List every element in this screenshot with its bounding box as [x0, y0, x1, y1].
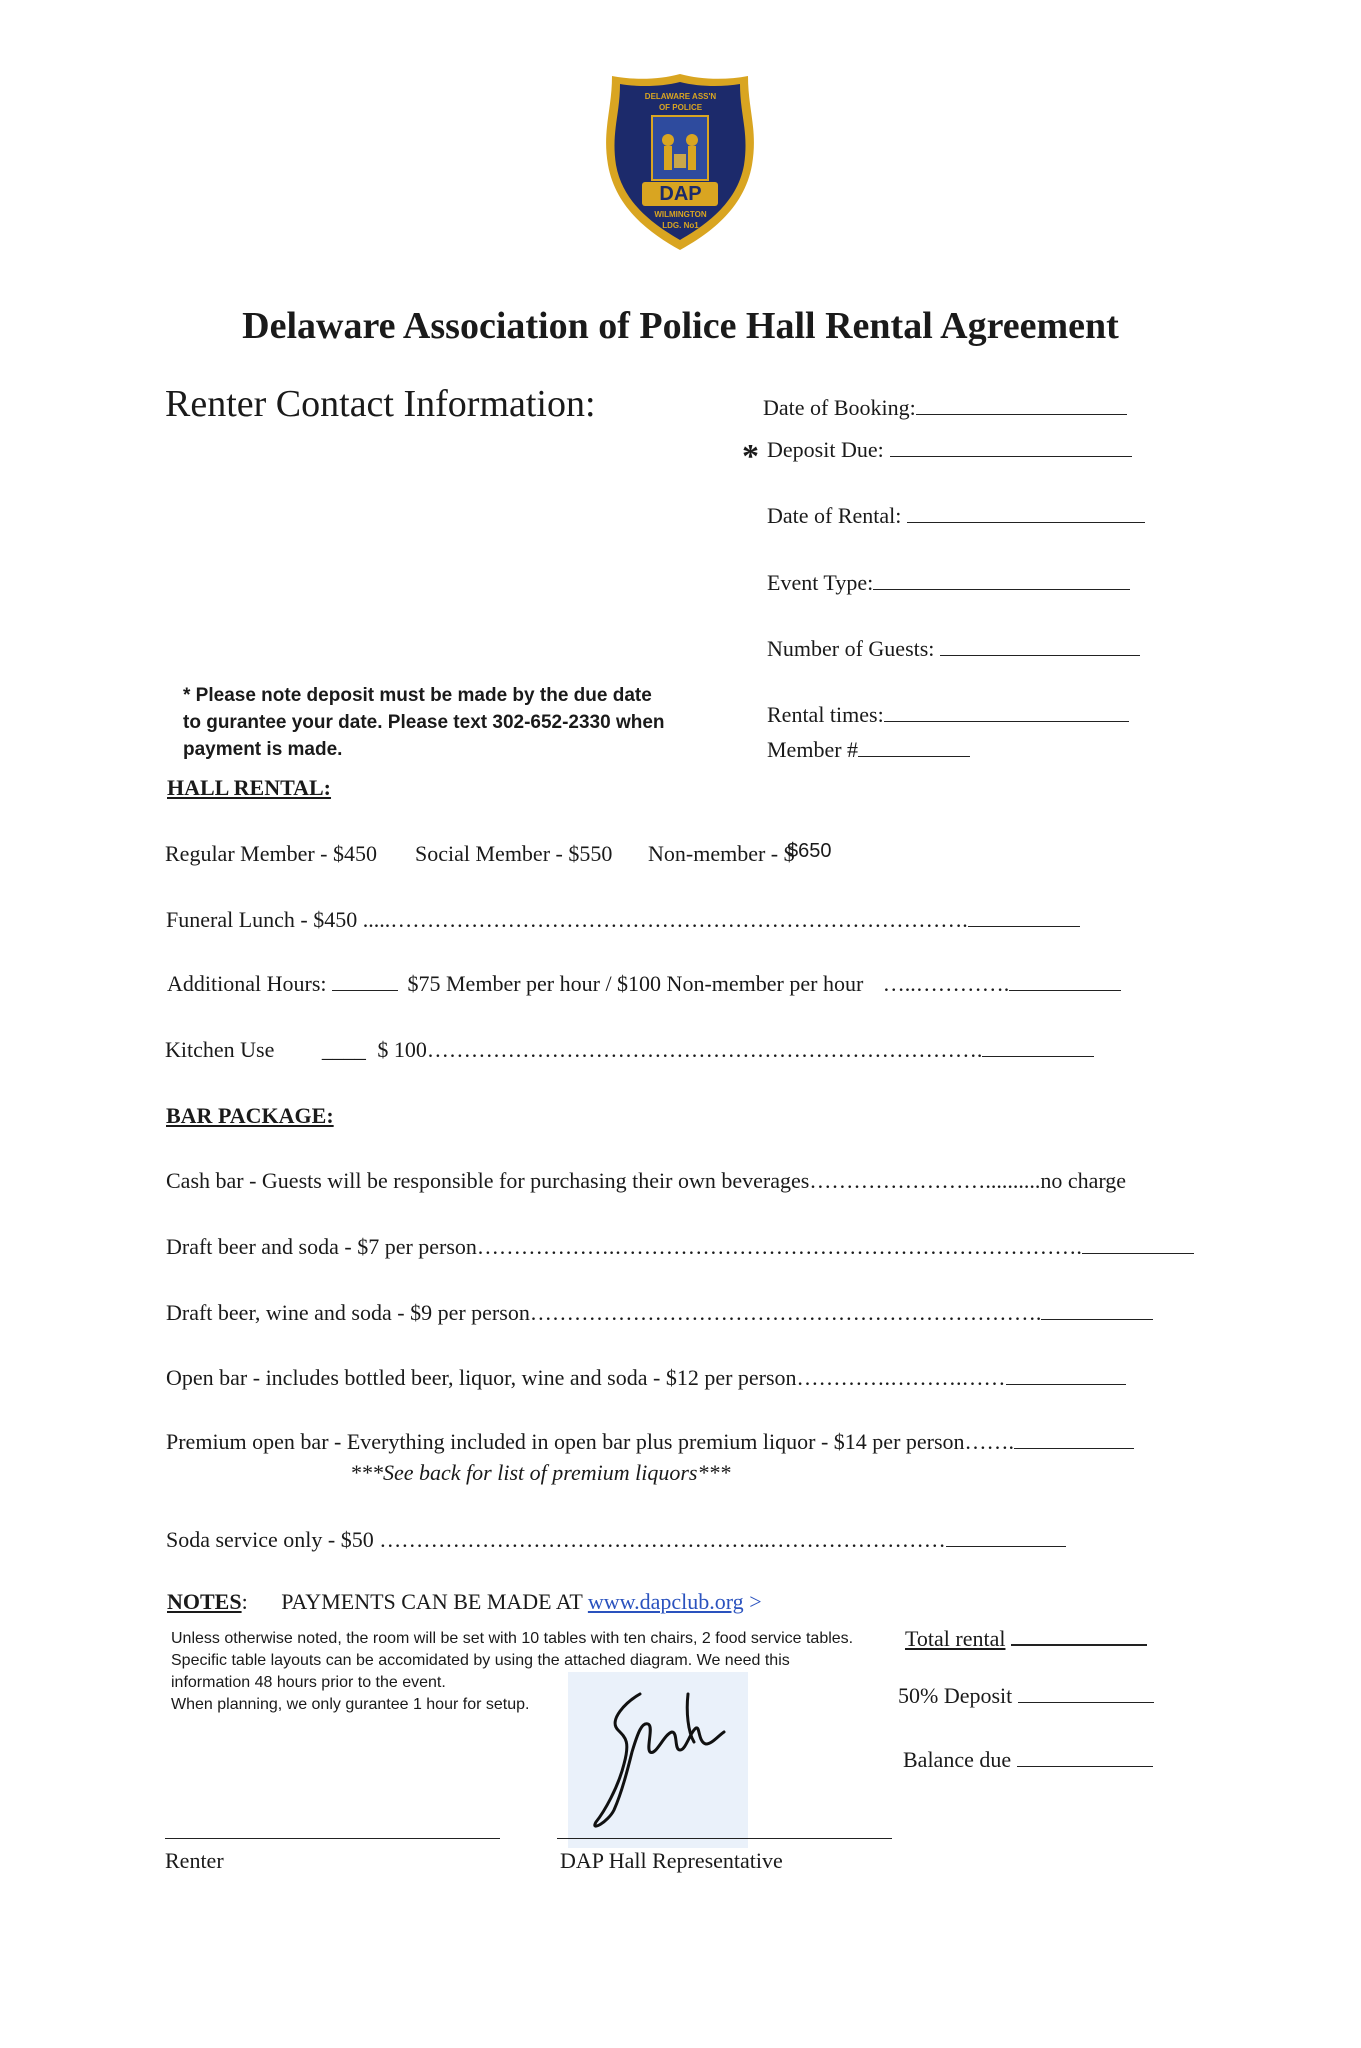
open-bar-line[interactable]: [166, 1365, 1126, 1391]
hall-rental-heading: HALL RENTAL:: [167, 775, 332, 800]
date-of-rental-field[interactable]: [767, 503, 1145, 529]
number-of-guests-label: Number of Guests:: [767, 636, 935, 661]
deposit-due-label: Deposit Due:: [767, 437, 884, 462]
premium-bar-label: Premium open bar - Everything included in open bar plus premium liquor - $14 per person…….: [166, 1429, 1015, 1454]
balance-due-label: Balance due: [903, 1747, 1012, 1772]
dapclub-link[interactable]: www.dapclub.org: [587, 1589, 744, 1614]
total-rental-label: Total rental: [905, 1626, 1006, 1651]
number-of-guests-field[interactable]: [767, 636, 1140, 662]
signature-image: [568, 1672, 748, 1848]
renter-signature-line[interactable]: [165, 1838, 500, 1839]
setup-notes: [171, 1628, 853, 1716]
deposit-note-line-2: to gurantee your date. Please text 302-652-2330 when: [183, 712, 665, 733]
notes-line: [167, 1589, 762, 1615]
draft-soda-line[interactable]: [166, 1234, 1194, 1260]
kitchen-use-line[interactable]: [165, 1037, 1094, 1063]
setup-note-line-3: information 48 hours prior to the event.: [171, 1674, 446, 1691]
page-title: Delaware Association of Police Hall Rental Agreement: [242, 305, 1119, 347]
total-rental-field[interactable]: [905, 1626, 1147, 1652]
date-of-booking-field[interactable]: [763, 395, 1127, 421]
draft-wine-label: Draft beer, wine and soda - $9 per person…………………………………………………………….: [166, 1300, 1042, 1325]
cash-bar-line: Cash bar - Guests will be responsible for purchasing their own beverages……………………..........no charge: [166, 1168, 1127, 1193]
additional-hours-label: Additional Hours:: [167, 971, 327, 996]
representative-signature-line[interactable]: [557, 1838, 892, 1839]
kitchen-use-rate: $ 100………………………………………………………………….: [377, 1037, 983, 1062]
payments-text: PAYMENTS CAN BE MADE AT: [281, 1589, 583, 1614]
draft-wine-line[interactable]: [166, 1300, 1153, 1326]
funeral-lunch-line[interactable]: [166, 907, 1080, 933]
event-type-label: Event Type:: [767, 570, 874, 595]
additional-hours-line[interactable]: [167, 971, 1121, 997]
logo-city: WILMINGTON: [654, 210, 707, 219]
rental-times-field[interactable]: [767, 702, 1129, 728]
kitchen-use-blank[interactable]: ____: [321, 1037, 366, 1062]
rental-times-label: Rental times:: [767, 702, 884, 727]
deposit-total-label: 50% Deposit: [898, 1683, 1013, 1708]
balance-due-field[interactable]: [903, 1747, 1153, 1773]
representative-label: DAP Hall Representative: [560, 1848, 783, 1873]
date-of-rental-label: Date of Rental:: [767, 503, 902, 528]
deposit-total-field[interactable]: [898, 1683, 1154, 1709]
soda-service-label: Soda service only - $50 ……………………………………………...……………………: [166, 1527, 946, 1552]
setup-note-line-2: Specific table layouts can be accomidated by using the attached diagram. We need this: [171, 1652, 790, 1669]
logo-lodge: LDG. No1: [662, 221, 699, 230]
additional-hours-rate: $75 Member per hour / $100 Non-member per hour: [407, 971, 864, 996]
logo-top-text: DELAWARE ASS'N: [644, 92, 717, 101]
regular-member-option: Regular Member - $450: [165, 841, 377, 866]
logo-top-text-2: OF POLICE: [658, 103, 703, 112]
funeral-lunch-label: Funeral Lunch - $450 .....…………………………………………………………………….: [166, 907, 968, 932]
soda-service-line[interactable]: [166, 1527, 1066, 1553]
non-member-option: Non-member - $: [648, 841, 795, 866]
draft-soda-label: Draft beer and soda - $7 per person……………….……………………………………………………….: [166, 1234, 1082, 1259]
open-bar-label: Open bar - includes bottled beer, liquor, wine and soda - $12 per person………….……….……: [166, 1365, 1006, 1390]
renter-label: Renter: [165, 1848, 224, 1873]
premium-bar-line[interactable]: [166, 1429, 1134, 1455]
member-number-label: Member #: [767, 737, 859, 762]
additional-hours-blank[interactable]: [332, 990, 398, 991]
notes-colon: :: [241, 1589, 248, 1614]
link-arrow: >: [749, 1589, 762, 1614]
non-member-price-overlay: $650: [787, 840, 832, 862]
dap-logo: [598, 70, 763, 255]
deposit-note-line-3: payment is made.: [183, 739, 343, 760]
social-member-option: Social Member - $550: [415, 841, 613, 866]
member-number-field[interactable]: [767, 737, 970, 763]
notes-label: NOTES: [167, 1589, 242, 1614]
additional-hours-dots: …..………….: [882, 971, 1010, 996]
deposit-due-field[interactable]: [767, 437, 1132, 463]
contact-heading: Renter Contact Information:: [165, 383, 596, 425]
logo-initials: DAP: [659, 183, 702, 205]
premium-liquors-note: ***See back for list of premium liquors***: [350, 1460, 731, 1485]
setup-note-line-4: When planning, we only gurantee 1 hour for setup.: [171, 1696, 530, 1713]
bar-package-heading: BAR PACKAGE:: [166, 1103, 334, 1128]
signature-scribble-icon: [568, 1672, 748, 1848]
asterisk-mark: *: [742, 438, 759, 475]
deposit-note: [183, 682, 665, 763]
setup-note-line-1: Unless otherwise noted, the room will be set with 10 tables with ten chairs, 2 food service tables.: [171, 1630, 854, 1647]
deposit-note-line-1: * Please note deposit must be made by the due date: [183, 685, 652, 706]
event-type-field[interactable]: [767, 570, 1130, 596]
date-of-booking-label: Date of Booking:: [763, 395, 916, 420]
kitchen-use-label: Kitchen Use: [165, 1037, 275, 1062]
